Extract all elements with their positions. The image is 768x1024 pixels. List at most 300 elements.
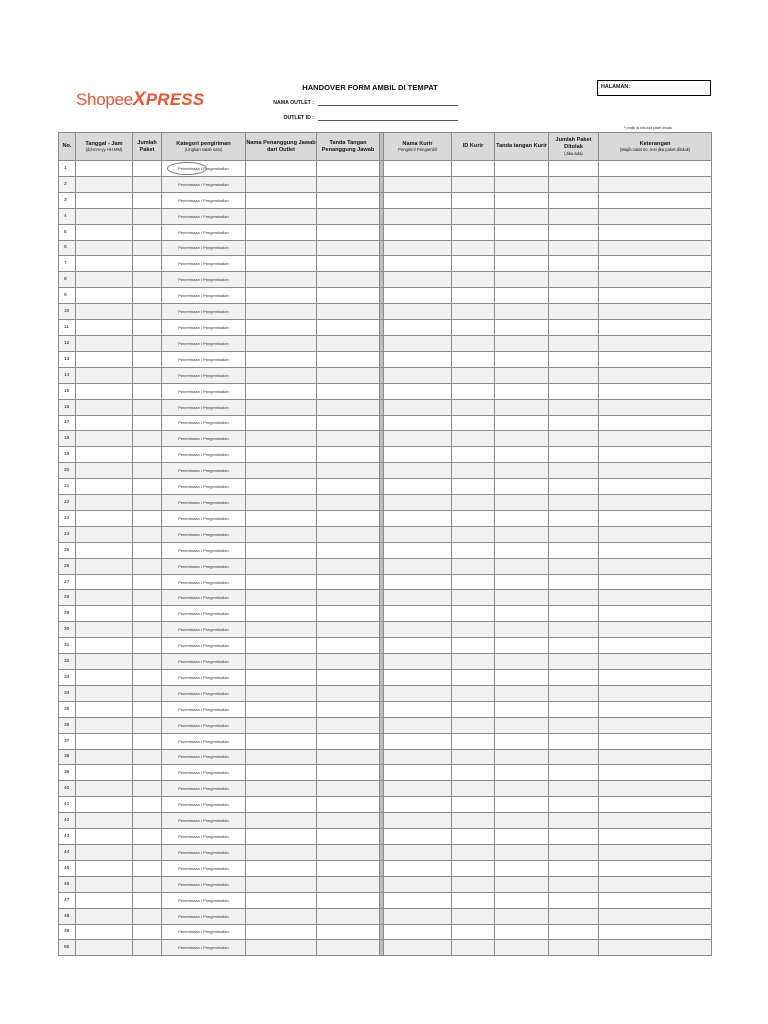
- kategori-cell[interactable]: Penerimaan / Pengembalian: [162, 813, 246, 829]
- jumlah-ditolak-cell[interactable]: [549, 304, 599, 320]
- nama-kurir-cell[interactable]: [384, 526, 452, 542]
- keterangan-cell[interactable]: [599, 701, 712, 717]
- ttd-pj-cell[interactable]: [317, 240, 380, 256]
- ttd-pj-cell[interactable]: [317, 542, 380, 558]
- ttd-pj-cell[interactable]: [317, 749, 380, 765]
- nama-pj-cell[interactable]: [246, 367, 317, 383]
- ttd-pj-cell[interactable]: [317, 908, 380, 924]
- tanggal-cell[interactable]: [76, 797, 133, 813]
- nama-kurir-cell[interactable]: [384, 924, 452, 940]
- kategori-cell[interactable]: Penerimaan / Pengembalian: [162, 908, 246, 924]
- jumlah-ditolak-cell[interactable]: [549, 813, 599, 829]
- keterangan-cell[interactable]: [599, 192, 712, 208]
- tanggal-cell[interactable]: [76, 208, 133, 224]
- id-kurir-cell[interactable]: [452, 510, 495, 526]
- id-kurir-cell[interactable]: [452, 765, 495, 781]
- keterangan-cell[interactable]: [599, 510, 712, 526]
- id-kurir-cell[interactable]: [452, 813, 495, 829]
- id-kurir-cell[interactable]: [452, 622, 495, 638]
- jumlah-ditolak-cell[interactable]: [549, 399, 599, 415]
- keterangan-cell[interactable]: [599, 558, 712, 574]
- tanggal-cell[interactable]: [76, 558, 133, 574]
- tanggal-cell[interactable]: [76, 495, 133, 511]
- kategori-cell[interactable]: Penerimaan / Pengembalian: [162, 876, 246, 892]
- id-kurir-cell[interactable]: [452, 176, 495, 192]
- kategori-cell[interactable]: Penerimaan / Pengembalian: [162, 590, 246, 606]
- tanggal-cell[interactable]: [76, 749, 133, 765]
- jumlah-ditolak-cell[interactable]: [549, 670, 599, 686]
- nama-pj-cell[interactable]: [246, 940, 317, 956]
- kategori-cell[interactable]: Penerimaan / Pengembalian: [162, 701, 246, 717]
- ttd-kurir-cell[interactable]: [495, 781, 549, 797]
- kategori-cell[interactable]: Penerimaan / Pengembalian: [162, 781, 246, 797]
- kategori-cell[interactable]: Penerimaan / Pengembalian: [162, 224, 246, 240]
- nama-kurir-cell[interactable]: [384, 431, 452, 447]
- tanggal-cell[interactable]: [76, 288, 133, 304]
- keterangan-cell[interactable]: [599, 463, 712, 479]
- kategori-cell[interactable]: Penerimaan / Pengembalian: [162, 526, 246, 542]
- keterangan-cell[interactable]: [599, 399, 712, 415]
- nama-kurir-cell[interactable]: [384, 908, 452, 924]
- nama-pj-cell[interactable]: [246, 908, 317, 924]
- ttd-kurir-cell[interactable]: [495, 892, 549, 908]
- ttd-kurir-cell[interactable]: [495, 256, 549, 272]
- nama-pj-cell[interactable]: [246, 813, 317, 829]
- nama-pj-cell[interactable]: [246, 256, 317, 272]
- tanggal-cell[interactable]: [76, 829, 133, 845]
- nama-kurir-cell[interactable]: [384, 542, 452, 558]
- jumlah-cell[interactable]: [133, 208, 162, 224]
- keterangan-cell[interactable]: [599, 574, 712, 590]
- tanggal-cell[interactable]: [76, 733, 133, 749]
- nama-pj-cell[interactable]: [246, 590, 317, 606]
- jumlah-cell[interactable]: [133, 463, 162, 479]
- ttd-pj-cell[interactable]: [317, 526, 380, 542]
- nama-pj-cell[interactable]: [246, 510, 317, 526]
- jumlah-cell[interactable]: [133, 940, 162, 956]
- nama-kurir-cell[interactable]: [384, 192, 452, 208]
- ttd-pj-cell[interactable]: [317, 574, 380, 590]
- nama-kurir-cell[interactable]: [384, 304, 452, 320]
- jumlah-ditolak-cell[interactable]: [549, 622, 599, 638]
- id-kurir-cell[interactable]: [452, 685, 495, 701]
- ttd-kurir-cell[interactable]: [495, 654, 549, 670]
- ttd-pj-cell[interactable]: [317, 940, 380, 956]
- id-kurir-cell[interactable]: [452, 272, 495, 288]
- id-kurir-cell[interactable]: [452, 399, 495, 415]
- id-kurir-cell[interactable]: [452, 479, 495, 495]
- nama-pj-cell[interactable]: [246, 176, 317, 192]
- kategori-cell[interactable]: Penerimaan / Pengembalian: [162, 351, 246, 367]
- tanggal-cell[interactable]: [76, 542, 133, 558]
- tanggal-cell[interactable]: [76, 383, 133, 399]
- tanggal-cell[interactable]: [76, 622, 133, 638]
- nama-pj-cell[interactable]: [246, 860, 317, 876]
- nama-pj-cell[interactable]: [246, 479, 317, 495]
- nama-pj-cell[interactable]: [246, 876, 317, 892]
- kategori-cell[interactable]: Penerimaan / Pengembalian: [162, 558, 246, 574]
- nama-kurir-cell[interactable]: [384, 590, 452, 606]
- jumlah-ditolak-cell[interactable]: [549, 844, 599, 860]
- id-kurir-cell[interactable]: [452, 542, 495, 558]
- kategori-cell[interactable]: Penerimaan / Pengembalian: [162, 733, 246, 749]
- ttd-pj-cell[interactable]: [317, 924, 380, 940]
- ttd-kurir-cell[interactable]: [495, 192, 549, 208]
- keterangan-cell[interactable]: [599, 431, 712, 447]
- keterangan-cell[interactable]: [599, 749, 712, 765]
- jumlah-cell[interactable]: [133, 526, 162, 542]
- tanggal-cell[interactable]: [76, 431, 133, 447]
- jumlah-cell[interactable]: [133, 399, 162, 415]
- nama-kurir-cell[interactable]: [384, 829, 452, 845]
- nama-kurir-cell[interactable]: [384, 208, 452, 224]
- nama-pj-cell[interactable]: [246, 399, 317, 415]
- ttd-kurir-cell[interactable]: [495, 208, 549, 224]
- keterangan-cell[interactable]: [599, 590, 712, 606]
- keterangan-cell[interactable]: [599, 351, 712, 367]
- kategori-cell[interactable]: Penerimaan / Pengembalian: [162, 606, 246, 622]
- ttd-kurir-cell[interactable]: [495, 304, 549, 320]
- keterangan-cell[interactable]: [599, 940, 712, 956]
- id-kurir-cell[interactable]: [452, 844, 495, 860]
- kategori-cell[interactable]: Penerimaan / Pengembalian: [162, 272, 246, 288]
- tanggal-cell[interactable]: [76, 320, 133, 336]
- nama-kurir-cell[interactable]: [384, 701, 452, 717]
- ttd-pj-cell[interactable]: [317, 701, 380, 717]
- tanggal-cell[interactable]: [76, 924, 133, 940]
- nama-kurir-cell[interactable]: [384, 670, 452, 686]
- jumlah-cell[interactable]: [133, 510, 162, 526]
- ttd-pj-cell[interactable]: [317, 813, 380, 829]
- id-kurir-cell[interactable]: [452, 638, 495, 654]
- nama-kurir-cell[interactable]: [384, 383, 452, 399]
- id-kurir-cell[interactable]: [452, 192, 495, 208]
- jumlah-cell[interactable]: [133, 161, 162, 177]
- id-kurir-cell[interactable]: [452, 320, 495, 336]
- id-kurir-cell[interactable]: [452, 590, 495, 606]
- kategori-cell[interactable]: Penerimaan / Pengembalian: [162, 495, 246, 511]
- nama-kurir-cell[interactable]: [384, 765, 452, 781]
- id-kurir-cell[interactable]: [452, 606, 495, 622]
- outlet-id-field[interactable]: [318, 116, 458, 121]
- jumlah-ditolak-cell[interactable]: [549, 431, 599, 447]
- jumlah-cell[interactable]: [133, 717, 162, 733]
- keterangan-cell[interactable]: [599, 495, 712, 511]
- tanggal-cell[interactable]: [76, 717, 133, 733]
- ttd-pj-cell[interactable]: [317, 320, 380, 336]
- keterangan-cell[interactable]: [599, 176, 712, 192]
- kategori-cell[interactable]: Penerimaan / Pengembalian: [162, 399, 246, 415]
- kategori-cell[interactable]: Penerimaan / Pengembalian: [162, 844, 246, 860]
- halaman-box[interactable]: [597, 80, 711, 96]
- tanggal-cell[interactable]: [76, 415, 133, 431]
- ttd-kurir-cell[interactable]: [495, 590, 549, 606]
- id-kurir-cell[interactable]: [452, 797, 495, 813]
- ttd-kurir-cell[interactable]: [495, 670, 549, 686]
- nama-kurir-cell[interactable]: [384, 335, 452, 351]
- ttd-pj-cell[interactable]: [317, 383, 380, 399]
- kategori-cell[interactable]: Penerimaan / Pengembalian: [162, 288, 246, 304]
- jumlah-ditolak-cell[interactable]: [549, 447, 599, 463]
- ttd-kurir-cell[interactable]: [495, 320, 549, 336]
- ttd-kurir-cell[interactable]: [495, 272, 549, 288]
- ttd-kurir-cell[interactable]: [495, 749, 549, 765]
- jumlah-ditolak-cell[interactable]: [549, 876, 599, 892]
- nama-pj-cell[interactable]: [246, 844, 317, 860]
- jumlah-cell[interactable]: [133, 574, 162, 590]
- id-kurir-cell[interactable]: [452, 447, 495, 463]
- ttd-pj-cell[interactable]: [317, 495, 380, 511]
- jumlah-cell[interactable]: [133, 670, 162, 686]
- ttd-kurir-cell[interactable]: [495, 542, 549, 558]
- id-kurir-cell[interactable]: [452, 240, 495, 256]
- keterangan-cell[interactable]: [599, 335, 712, 351]
- jumlah-ditolak-cell[interactable]: [549, 717, 599, 733]
- ttd-kurir-cell[interactable]: [495, 288, 549, 304]
- nama-kurir-cell[interactable]: [384, 876, 452, 892]
- nama-pj-cell[interactable]: [246, 431, 317, 447]
- jumlah-ditolak-cell[interactable]: [549, 272, 599, 288]
- tanggal-cell[interactable]: [76, 844, 133, 860]
- tanggal-cell[interactable]: [76, 161, 133, 177]
- keterangan-cell[interactable]: [599, 288, 712, 304]
- tanggal-cell[interactable]: [76, 192, 133, 208]
- ttd-kurir-cell[interactable]: [495, 765, 549, 781]
- nama-kurir-cell[interactable]: [384, 288, 452, 304]
- kategori-cell[interactable]: Penerimaan / Pengembalian: [162, 797, 246, 813]
- jumlah-ditolak-cell[interactable]: [549, 797, 599, 813]
- nama-pj-cell[interactable]: [246, 733, 317, 749]
- keterangan-cell[interactable]: [599, 606, 712, 622]
- ttd-kurir-cell[interactable]: [495, 447, 549, 463]
- nama-pj-cell[interactable]: [246, 542, 317, 558]
- nama-pj-cell[interactable]: [246, 558, 317, 574]
- jumlah-ditolak-cell[interactable]: [549, 733, 599, 749]
- id-kurir-cell[interactable]: [452, 415, 495, 431]
- nama-kurir-cell[interactable]: [384, 351, 452, 367]
- nama-outlet-field[interactable]: [318, 101, 458, 106]
- jumlah-ditolak-cell[interactable]: [549, 526, 599, 542]
- ttd-pj-cell[interactable]: [317, 272, 380, 288]
- ttd-kurir-cell[interactable]: [495, 860, 549, 876]
- tanggal-cell[interactable]: [76, 272, 133, 288]
- jumlah-cell[interactable]: [133, 383, 162, 399]
- nama-pj-cell[interactable]: [246, 320, 317, 336]
- jumlah-ditolak-cell[interactable]: [549, 256, 599, 272]
- keterangan-cell[interactable]: [599, 829, 712, 845]
- id-kurir-cell[interactable]: [452, 860, 495, 876]
- keterangan-cell[interactable]: [599, 797, 712, 813]
- keterangan-cell[interactable]: [599, 320, 712, 336]
- ttd-kurir-cell[interactable]: [495, 526, 549, 542]
- nama-pj-cell[interactable]: [246, 685, 317, 701]
- ttd-kurir-cell[interactable]: [495, 876, 549, 892]
- id-kurir-cell[interactable]: [452, 908, 495, 924]
- nama-pj-cell[interactable]: [246, 495, 317, 511]
- jumlah-ditolak-cell[interactable]: [549, 940, 599, 956]
- kategori-cell[interactable]: Penerimaan / Pengembalian: [162, 415, 246, 431]
- ttd-pj-cell[interactable]: [317, 876, 380, 892]
- jumlah-ditolak-cell[interactable]: [549, 606, 599, 622]
- jumlah-ditolak-cell[interactable]: [549, 240, 599, 256]
- nama-pj-cell[interactable]: [246, 415, 317, 431]
- tanggal-cell[interactable]: [76, 463, 133, 479]
- nama-pj-cell[interactable]: [246, 670, 317, 686]
- ttd-kurir-cell[interactable]: [495, 717, 549, 733]
- jumlah-cell[interactable]: [133, 224, 162, 240]
- ttd-pj-cell[interactable]: [317, 431, 380, 447]
- id-kurir-cell[interactable]: [452, 701, 495, 717]
- jumlah-cell[interactable]: [133, 176, 162, 192]
- keterangan-cell[interactable]: [599, 542, 712, 558]
- jumlah-ditolak-cell[interactable]: [549, 765, 599, 781]
- id-kurir-cell[interactable]: [452, 940, 495, 956]
- nama-kurir-cell[interactable]: [384, 272, 452, 288]
- keterangan-cell[interactable]: [599, 304, 712, 320]
- ttd-pj-cell[interactable]: [317, 781, 380, 797]
- ttd-pj-cell[interactable]: [317, 447, 380, 463]
- keterangan-cell[interactable]: [599, 876, 712, 892]
- ttd-pj-cell[interactable]: [317, 367, 380, 383]
- jumlah-ditolak-cell[interactable]: [549, 908, 599, 924]
- keterangan-cell[interactable]: [599, 208, 712, 224]
- tanggal-cell[interactable]: [76, 638, 133, 654]
- jumlah-cell[interactable]: [133, 797, 162, 813]
- id-kurir-cell[interactable]: [452, 574, 495, 590]
- kategori-cell[interactable]: Penerimaan / Pengembalian: [162, 256, 246, 272]
- nama-kurir-cell[interactable]: [384, 813, 452, 829]
- tanggal-cell[interactable]: [76, 670, 133, 686]
- kategori-cell[interactable]: Penerimaan / Pengembalian: [162, 638, 246, 654]
- ttd-pj-cell[interactable]: [317, 304, 380, 320]
- ttd-kurir-cell[interactable]: [495, 797, 549, 813]
- nama-kurir-cell[interactable]: [384, 654, 452, 670]
- kategori-cell[interactable]: Penerimaan / Pengembalian: [162, 940, 246, 956]
- ttd-pj-cell[interactable]: [317, 224, 380, 240]
- nama-kurir-cell[interactable]: [384, 717, 452, 733]
- jumlah-cell[interactable]: [133, 335, 162, 351]
- jumlah-cell[interactable]: [133, 367, 162, 383]
- ttd-kurir-cell[interactable]: [495, 399, 549, 415]
- ttd-pj-cell[interactable]: [317, 892, 380, 908]
- nama-pj-cell[interactable]: [246, 383, 317, 399]
- ttd-pj-cell[interactable]: [317, 638, 380, 654]
- nama-pj-cell[interactable]: [246, 574, 317, 590]
- keterangan-cell[interactable]: [599, 224, 712, 240]
- jumlah-cell[interactable]: [133, 320, 162, 336]
- id-kurir-cell[interactable]: [452, 288, 495, 304]
- keterangan-cell[interactable]: [599, 367, 712, 383]
- jumlah-cell[interactable]: [133, 892, 162, 908]
- jumlah-ditolak-cell[interactable]: [549, 320, 599, 336]
- jumlah-cell[interactable]: [133, 781, 162, 797]
- id-kurir-cell[interactable]: [452, 749, 495, 765]
- id-kurir-cell[interactable]: [452, 351, 495, 367]
- jumlah-ditolak-cell[interactable]: [549, 510, 599, 526]
- nama-pj-cell[interactable]: [246, 781, 317, 797]
- ttd-pj-cell[interactable]: [317, 192, 380, 208]
- ttd-pj-cell[interactable]: [317, 829, 380, 845]
- tanggal-cell[interactable]: [76, 590, 133, 606]
- keterangan-cell[interactable]: [599, 256, 712, 272]
- jumlah-ditolak-cell[interactable]: [549, 781, 599, 797]
- keterangan-cell[interactable]: [599, 622, 712, 638]
- kategori-cell[interactable]: Penerimaan / Pengembalian: [162, 320, 246, 336]
- jumlah-ditolak-cell[interactable]: [549, 558, 599, 574]
- tanggal-cell[interactable]: [76, 876, 133, 892]
- kategori-cell[interactable]: Penerimaan / Pengembalian: [162, 431, 246, 447]
- ttd-pj-cell[interactable]: [317, 208, 380, 224]
- id-kurir-cell[interactable]: [452, 431, 495, 447]
- ttd-kurir-cell[interactable]: [495, 431, 549, 447]
- nama-kurir-cell[interactable]: [384, 161, 452, 177]
- jumlah-cell[interactable]: [133, 590, 162, 606]
- jumlah-cell[interactable]: [133, 288, 162, 304]
- id-kurir-cell[interactable]: [452, 495, 495, 511]
- tanggal-cell[interactable]: [76, 367, 133, 383]
- ttd-pj-cell[interactable]: [317, 288, 380, 304]
- nama-pj-cell[interactable]: [246, 622, 317, 638]
- kategori-cell[interactable]: Penerimaan / Pengembalian: [162, 685, 246, 701]
- keterangan-cell[interactable]: [599, 765, 712, 781]
- jumlah-cell[interactable]: [133, 876, 162, 892]
- nama-kurir-cell[interactable]: [384, 685, 452, 701]
- jumlah-ditolak-cell[interactable]: [549, 590, 599, 606]
- nama-kurir-cell[interactable]: [384, 256, 452, 272]
- id-kurir-cell[interactable]: [452, 876, 495, 892]
- jumlah-cell[interactable]: [133, 542, 162, 558]
- jumlah-cell[interactable]: [133, 558, 162, 574]
- jumlah-ditolak-cell[interactable]: [549, 749, 599, 765]
- ttd-kurir-cell[interactable]: [495, 415, 549, 431]
- jumlah-cell[interactable]: [133, 622, 162, 638]
- ttd-kurir-cell[interactable]: [495, 829, 549, 845]
- jumlah-cell[interactable]: [133, 701, 162, 717]
- jumlah-cell[interactable]: [133, 844, 162, 860]
- nama-pj-cell[interactable]: [246, 288, 317, 304]
- jumlah-ditolak-cell[interactable]: [549, 860, 599, 876]
- nama-kurir-cell[interactable]: [384, 892, 452, 908]
- jumlah-cell[interactable]: [133, 908, 162, 924]
- kategori-cell[interactable]: Penerimaan / Pengembalian: [162, 367, 246, 383]
- tanggal-cell[interactable]: [76, 176, 133, 192]
- jumlah-cell[interactable]: [133, 495, 162, 511]
- ttd-pj-cell[interactable]: [317, 335, 380, 351]
- keterangan-cell[interactable]: [599, 415, 712, 431]
- ttd-kurir-cell[interactable]: [495, 176, 549, 192]
- keterangan-cell[interactable]: [599, 526, 712, 542]
- ttd-pj-cell[interactable]: [317, 479, 380, 495]
- ttd-pj-cell[interactable]: [317, 860, 380, 876]
- id-kurir-cell[interactable]: [452, 924, 495, 940]
- ttd-kurir-cell[interactable]: [495, 844, 549, 860]
- nama-kurir-cell[interactable]: [384, 844, 452, 860]
- ttd-kurir-cell[interactable]: [495, 685, 549, 701]
- tanggal-cell[interactable]: [76, 256, 133, 272]
- jumlah-ditolak-cell[interactable]: [549, 924, 599, 940]
- nama-kurir-cell[interactable]: [384, 495, 452, 511]
- nama-kurir-cell[interactable]: [384, 510, 452, 526]
- keterangan-cell[interactable]: [599, 654, 712, 670]
- keterangan-cell[interactable]: [599, 240, 712, 256]
- nama-pj-cell[interactable]: [246, 351, 317, 367]
- nama-pj-cell[interactable]: [246, 447, 317, 463]
- keterangan-cell[interactable]: [599, 924, 712, 940]
- jumlah-ditolak-cell[interactable]: [549, 892, 599, 908]
- ttd-kurir-cell[interactable]: [495, 479, 549, 495]
- ttd-kurir-cell[interactable]: [495, 351, 549, 367]
- keterangan-cell[interactable]: [599, 383, 712, 399]
